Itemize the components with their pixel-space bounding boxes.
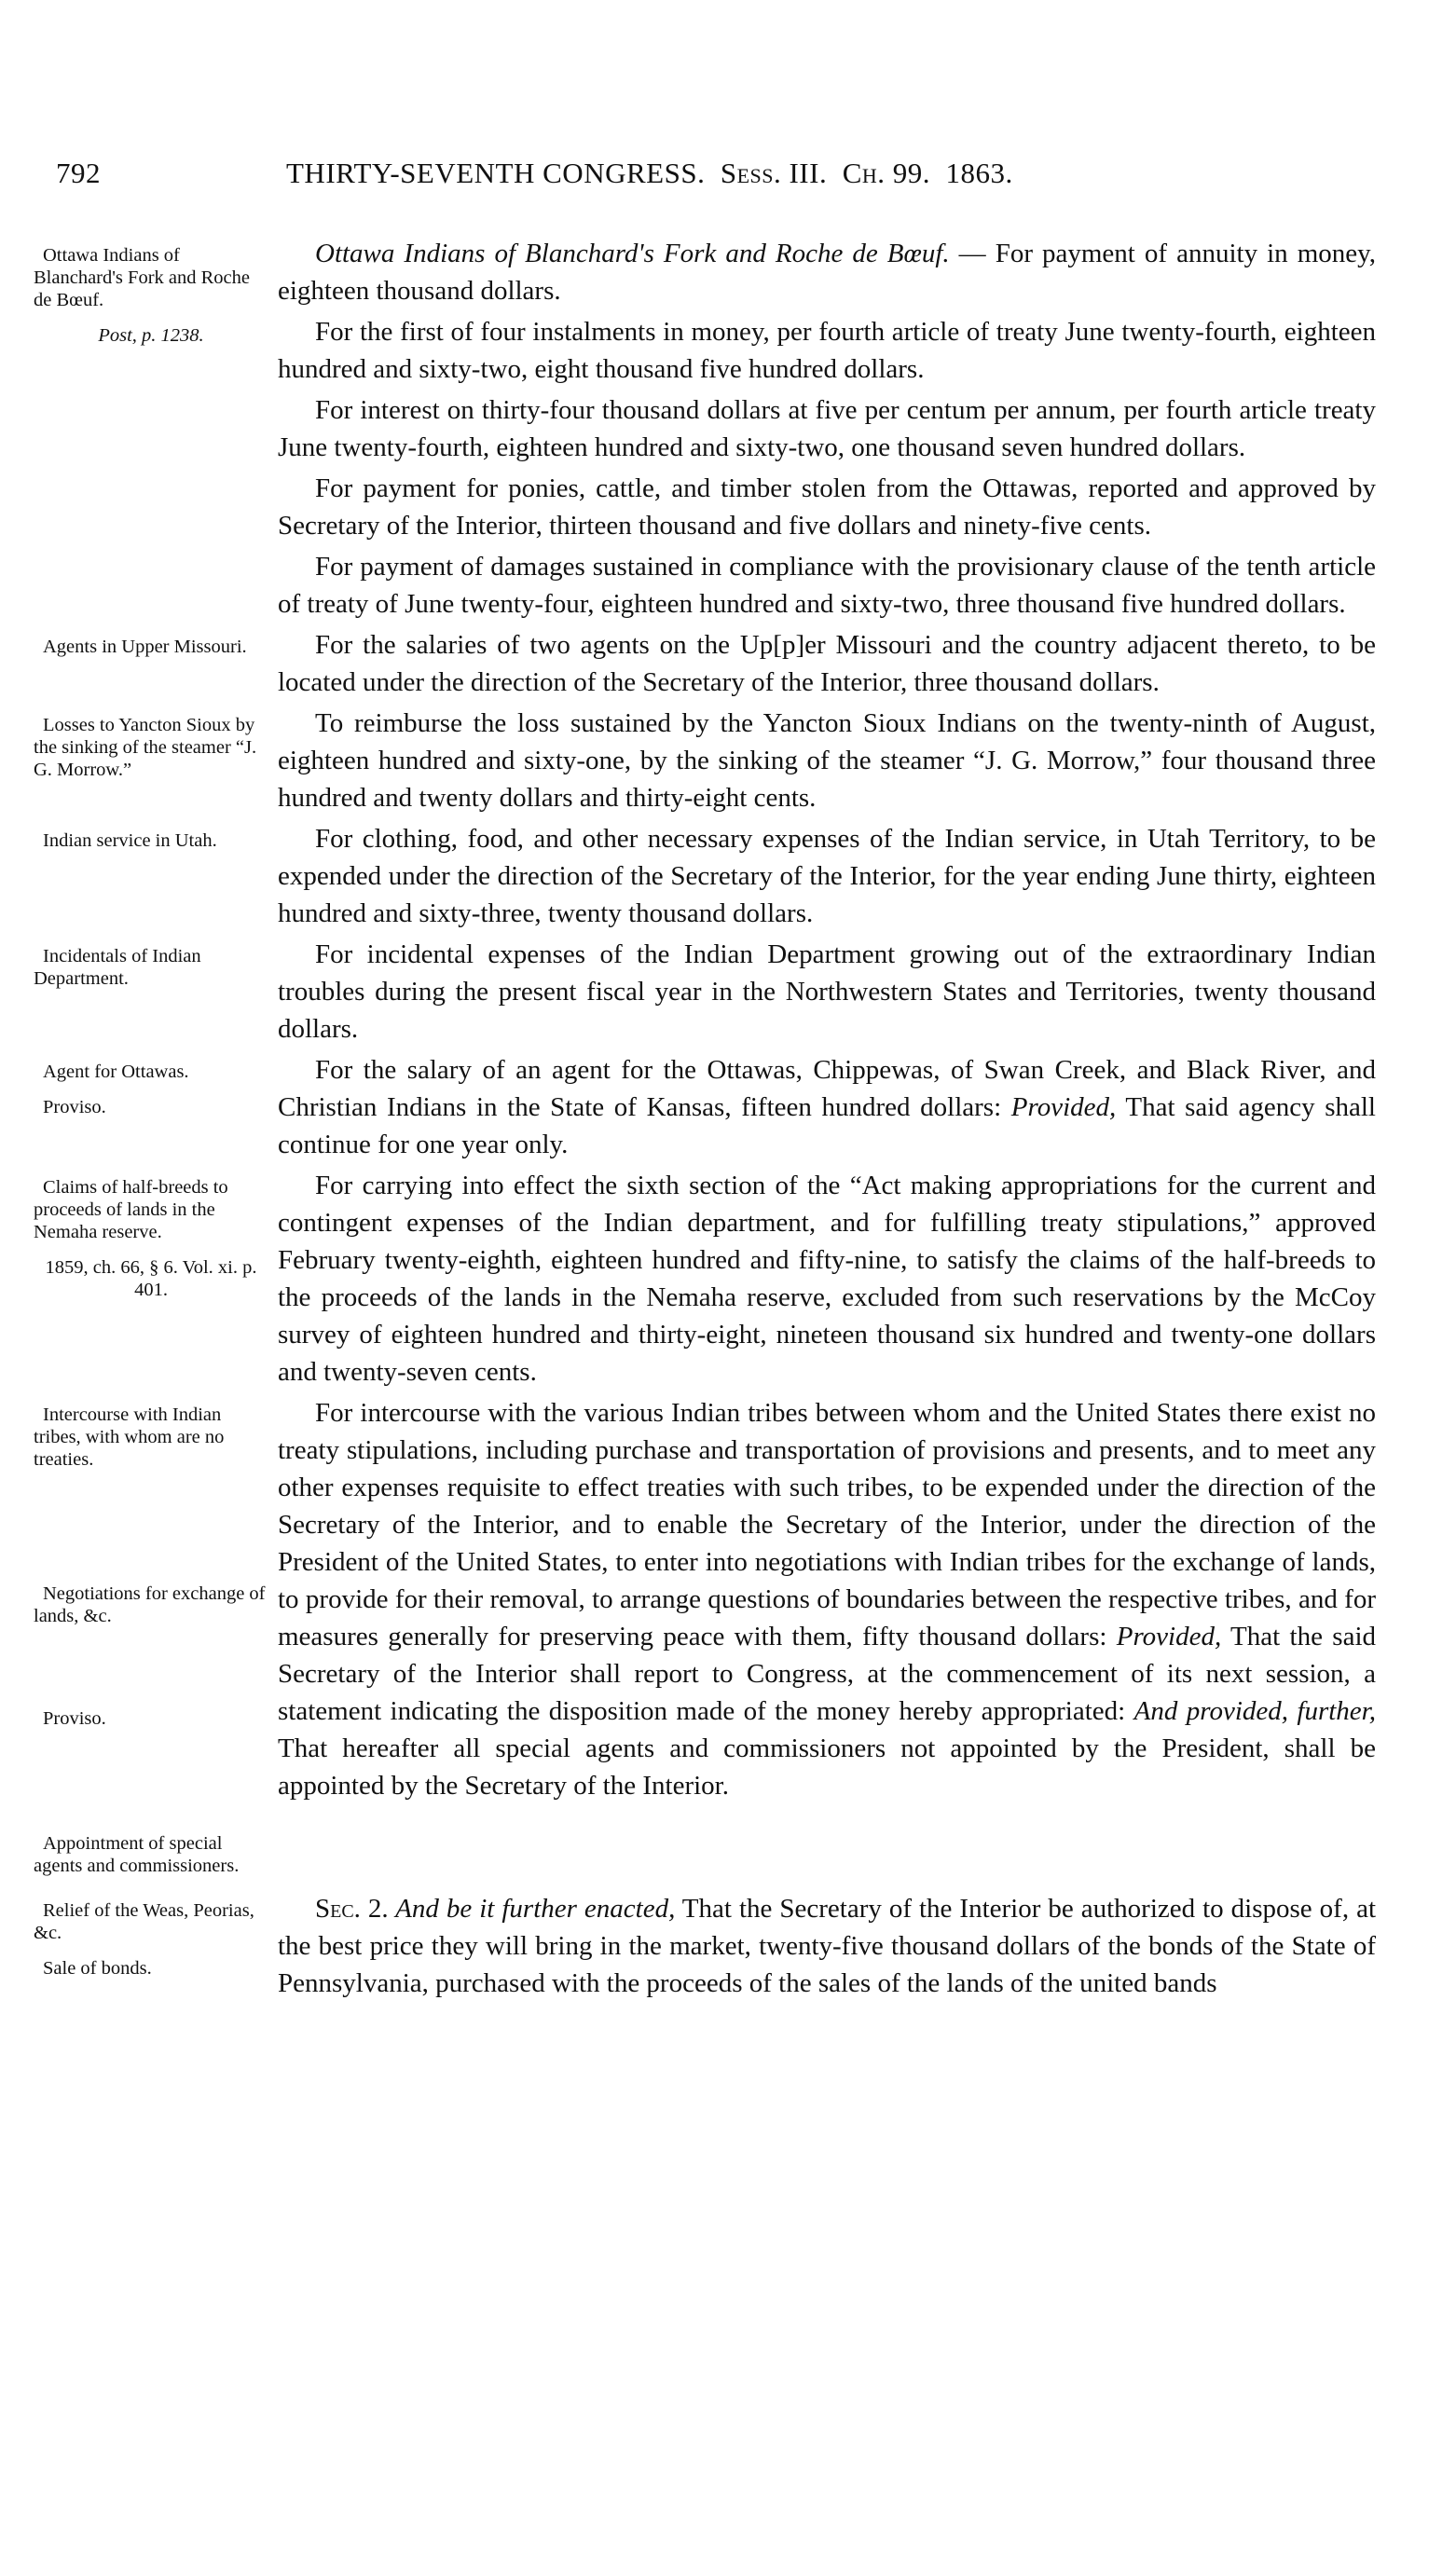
paragraph: To reimburse the loss sustained by the Yancton Sioux Indians on the twenty-ninth of August, eighteen hundred and sixty-one, by the sinking of the steamer “J. G. Morrow,” four thousand three hundred and twenty dollars and thirty-eight cents. — [278, 708, 1376, 813]
section-weas-peorias-relief — [34, 1890, 1376, 2006]
margin-note: Agent for Ottawas. — [43, 1062, 189, 1082]
paragraph — [278, 1051, 1376, 1163]
section-upper-missouri-agents — [34, 626, 1376, 705]
margin-note: Sale of bonds. — [43, 1958, 152, 1979]
margin-note-proviso: Proviso. — [43, 1097, 106, 1117]
paragraph: For clothing, food, and other necessary expenses of the Indian service, in Utah Territory, to be expended under the direction of the Secretary of the Interior, for the year ending June thirty, eighteen hundred and sixty-three, twenty thousand dollars. — [278, 824, 1376, 928]
margin-notes — [34, 820, 278, 865]
margin-note: Claims of half-breeds to proceeds of lands in the Nemaha reserve. — [34, 1177, 228, 1242]
paragraph — [278, 1394, 1376, 1804]
margin-notes — [34, 1051, 278, 1131]
section-indian-department-incidentals — [34, 936, 1376, 1051]
header-session: Sess. III. — [720, 157, 828, 189]
paragraph-text: — For payment of annuity in money, eighteen thousand dollars. — [278, 239, 1376, 306]
margin-note-reference: 1859, ch. 66, § 6. Vol. xi. p. 401. — [45, 1257, 257, 1300]
margin-note: Agents in Upper Missouri. — [43, 637, 247, 657]
section-utah-indian-service — [34, 820, 1376, 936]
paragraph-text: That the said Secretary of the Interior shall report to Congress, at the commencement of its next session, a statement indicating the disposition made of the money hereby appropriated: — [278, 1622, 1376, 1726]
paragraph — [278, 1890, 1376, 2002]
margin-note: Intercourse with Indian tribes, with whom are no treaties. — [34, 1404, 225, 1470]
statute-content — [34, 235, 1376, 2006]
section-body — [278, 626, 1376, 705]
paragraph-italic: And provided, further, — [1133, 1696, 1376, 1726]
section-ottawa-agent — [34, 1051, 1376, 1167]
paragraph-italic: Provided, — [1010, 1092, 1117, 1122]
section-body — [278, 820, 1376, 936]
paragraph-text: That hereafter all special agents and commissioners not appointed by the President, shall be appointed by the Secretary of the Interior. — [278, 1733, 1376, 1801]
running-header — [56, 157, 1380, 198]
margin-notes — [34, 1890, 278, 1993]
paragraph-text: That said agency shall continue for one year only. — [278, 1092, 1376, 1159]
section-body — [278, 1394, 1376, 1808]
paragraph: For the first of four instalments in money, per fourth article of treaty June twenty-fourth, eighteen hundred and sixty-two, eight thousand five hundred dollars. — [278, 317, 1376, 384]
margin-note-proviso: Proviso. — [43, 1708, 106, 1729]
margin-note-ref-text: Post, p. 1238. — [98, 325, 204, 346]
section-body — [278, 1167, 1376, 1394]
margin-notes — [34, 626, 278, 671]
paragraph: For payment for ponies, cattle, and timber stolen from the Ottawas, reported and approved by Secretary of the Interior, thirteen thousand and five dollars and ninety-five cents. — [278, 473, 1376, 541]
section-intercourse-indian-tribes — [34, 1394, 1376, 1890]
header-congress: THIRTY-SEVENTH CONGRESS. — [286, 157, 706, 189]
section-nemaha-half-breeds — [34, 1167, 1376, 1394]
paragraph-italic: Provided, — [1116, 1622, 1222, 1651]
margin-note: Appointment of special agents and commissioners. — [34, 1833, 240, 1876]
section-body — [278, 705, 1376, 820]
margin-notes — [34, 235, 278, 360]
paragraph — [278, 235, 1376, 309]
margin-note: Ottawa Indians of Blanchard's Fork and Roche de Bœuf. — [34, 245, 250, 310]
paragraph: For incidental expenses of the Indian Department growing out of the extraordinary Indian troubles during the present fiscal year in the Northwestern States and Territories, twenty thousand dollars. — [278, 939, 1376, 1044]
margin-notes — [34, 1394, 278, 1890]
section-body — [278, 1051, 1376, 1167]
margin-note-reference — [34, 324, 278, 347]
paragraph: For carrying into effect the sixth section of the “Act making appropriations for the current and contingent expenses of the Indian department, and for fulfilling treaty stipulations,” approved February twenty-eighth, eighteen hundred and fifty-nine, to satisfy the claims of the half-breeds to the proceeds of the lands in the Nemaha reserve, excluded from such reservations by the McCoy survey of eighteen hundred and thirty-eight, nineteen thousand six hundred and twenty-one dollars and twenty-seven cents. — [278, 1171, 1376, 1387]
margin-note: Relief of the Weas, Peorias, &c. — [34, 1900, 254, 1943]
section-ottawa-blanchards-fork — [34, 235, 1376, 626]
margin-note: Losses to Yancton Sioux by the sinking of the steamer “J. G. Morrow.” — [34, 715, 257, 780]
page-number: 792 — [56, 157, 101, 189]
section-body — [278, 235, 1376, 626]
section-body — [278, 936, 1376, 1051]
paragraph-italic: And be it further enacted, — [388, 1894, 676, 1924]
header-chapter: Ch. 99. — [842, 157, 931, 189]
section-label: Sec. 2. — [315, 1894, 389, 1924]
header-title — [286, 157, 1013, 190]
margin-notes — [34, 1167, 278, 1314]
paragraph: For the salaries of two agents on the Up[p]er Missouri and the country adjacent thereto, to be located under the direction of the Secretary of the Interior, three thousand dollars. — [278, 630, 1376, 697]
margin-note: Negotiations for exchange of lands, &c. — [34, 1583, 266, 1626]
paragraph: For interest on thirty-four thousand dollars at five per centum per annum, per fourth article treaty June twenty-fourth, eighteen hundred and sixty-two, one thousand seven hundred dollars. — [278, 395, 1376, 462]
section-yancton-sioux-losses — [34, 705, 1376, 820]
paragraph-text: That the Secretary of the Interior be authorized to dispose of, at the best price they will bring in the market, twenty-five thousand dollars of the bonds of the State of Pennsylvania, purchased with the proceeds of the sales of the lands of the united bands — [278, 1894, 1377, 1998]
margin-note: Incidentals of Indian Department. — [34, 946, 201, 989]
paragraph-text: For the salary of an agent for the Ottawas, Chippewas, of Swan Creek, and Black River, and Christian Indians in the State of Kansas, fifteen hundred dollars: — [278, 1055, 1376, 1122]
header-year: 1863. — [945, 157, 1013, 189]
margin-notes — [34, 705, 278, 794]
paragraph-text: For intercourse with the various Indian tribes between whom and the United States there exist no treaty stipulations, including purchase and transportation of provisions and presents, and to meet any other expenses requisite to effect treaties with such tribes, to be expended under the direction of the Secretary of the Interior, and to enable the Secretary of the Interior, under the direction of the President of the United States, to enter into negotiations with Indian tribes for the exchange of lands, to provide for their removal, to arrange questions of boundaries between the respective tribes, and for measures generally for preserving peace with them, fifty thousand dollars: — [278, 1398, 1376, 1651]
paragraph: For payment of damages sustained in compliance with the provisionary clause of the tenth article of treaty of June twenty-four, eighteen hundred and sixty-two, three thousand five hundred dollars. — [278, 552, 1376, 619]
margin-notes — [34, 936, 278, 1003]
section-body — [278, 1890, 1376, 2006]
margin-note: Indian service in Utah. — [43, 830, 217, 851]
paragraph-italic-heading: Ottawa Indians of Blanchard's Fork and Roche de Bœuf. — [315, 239, 950, 268]
